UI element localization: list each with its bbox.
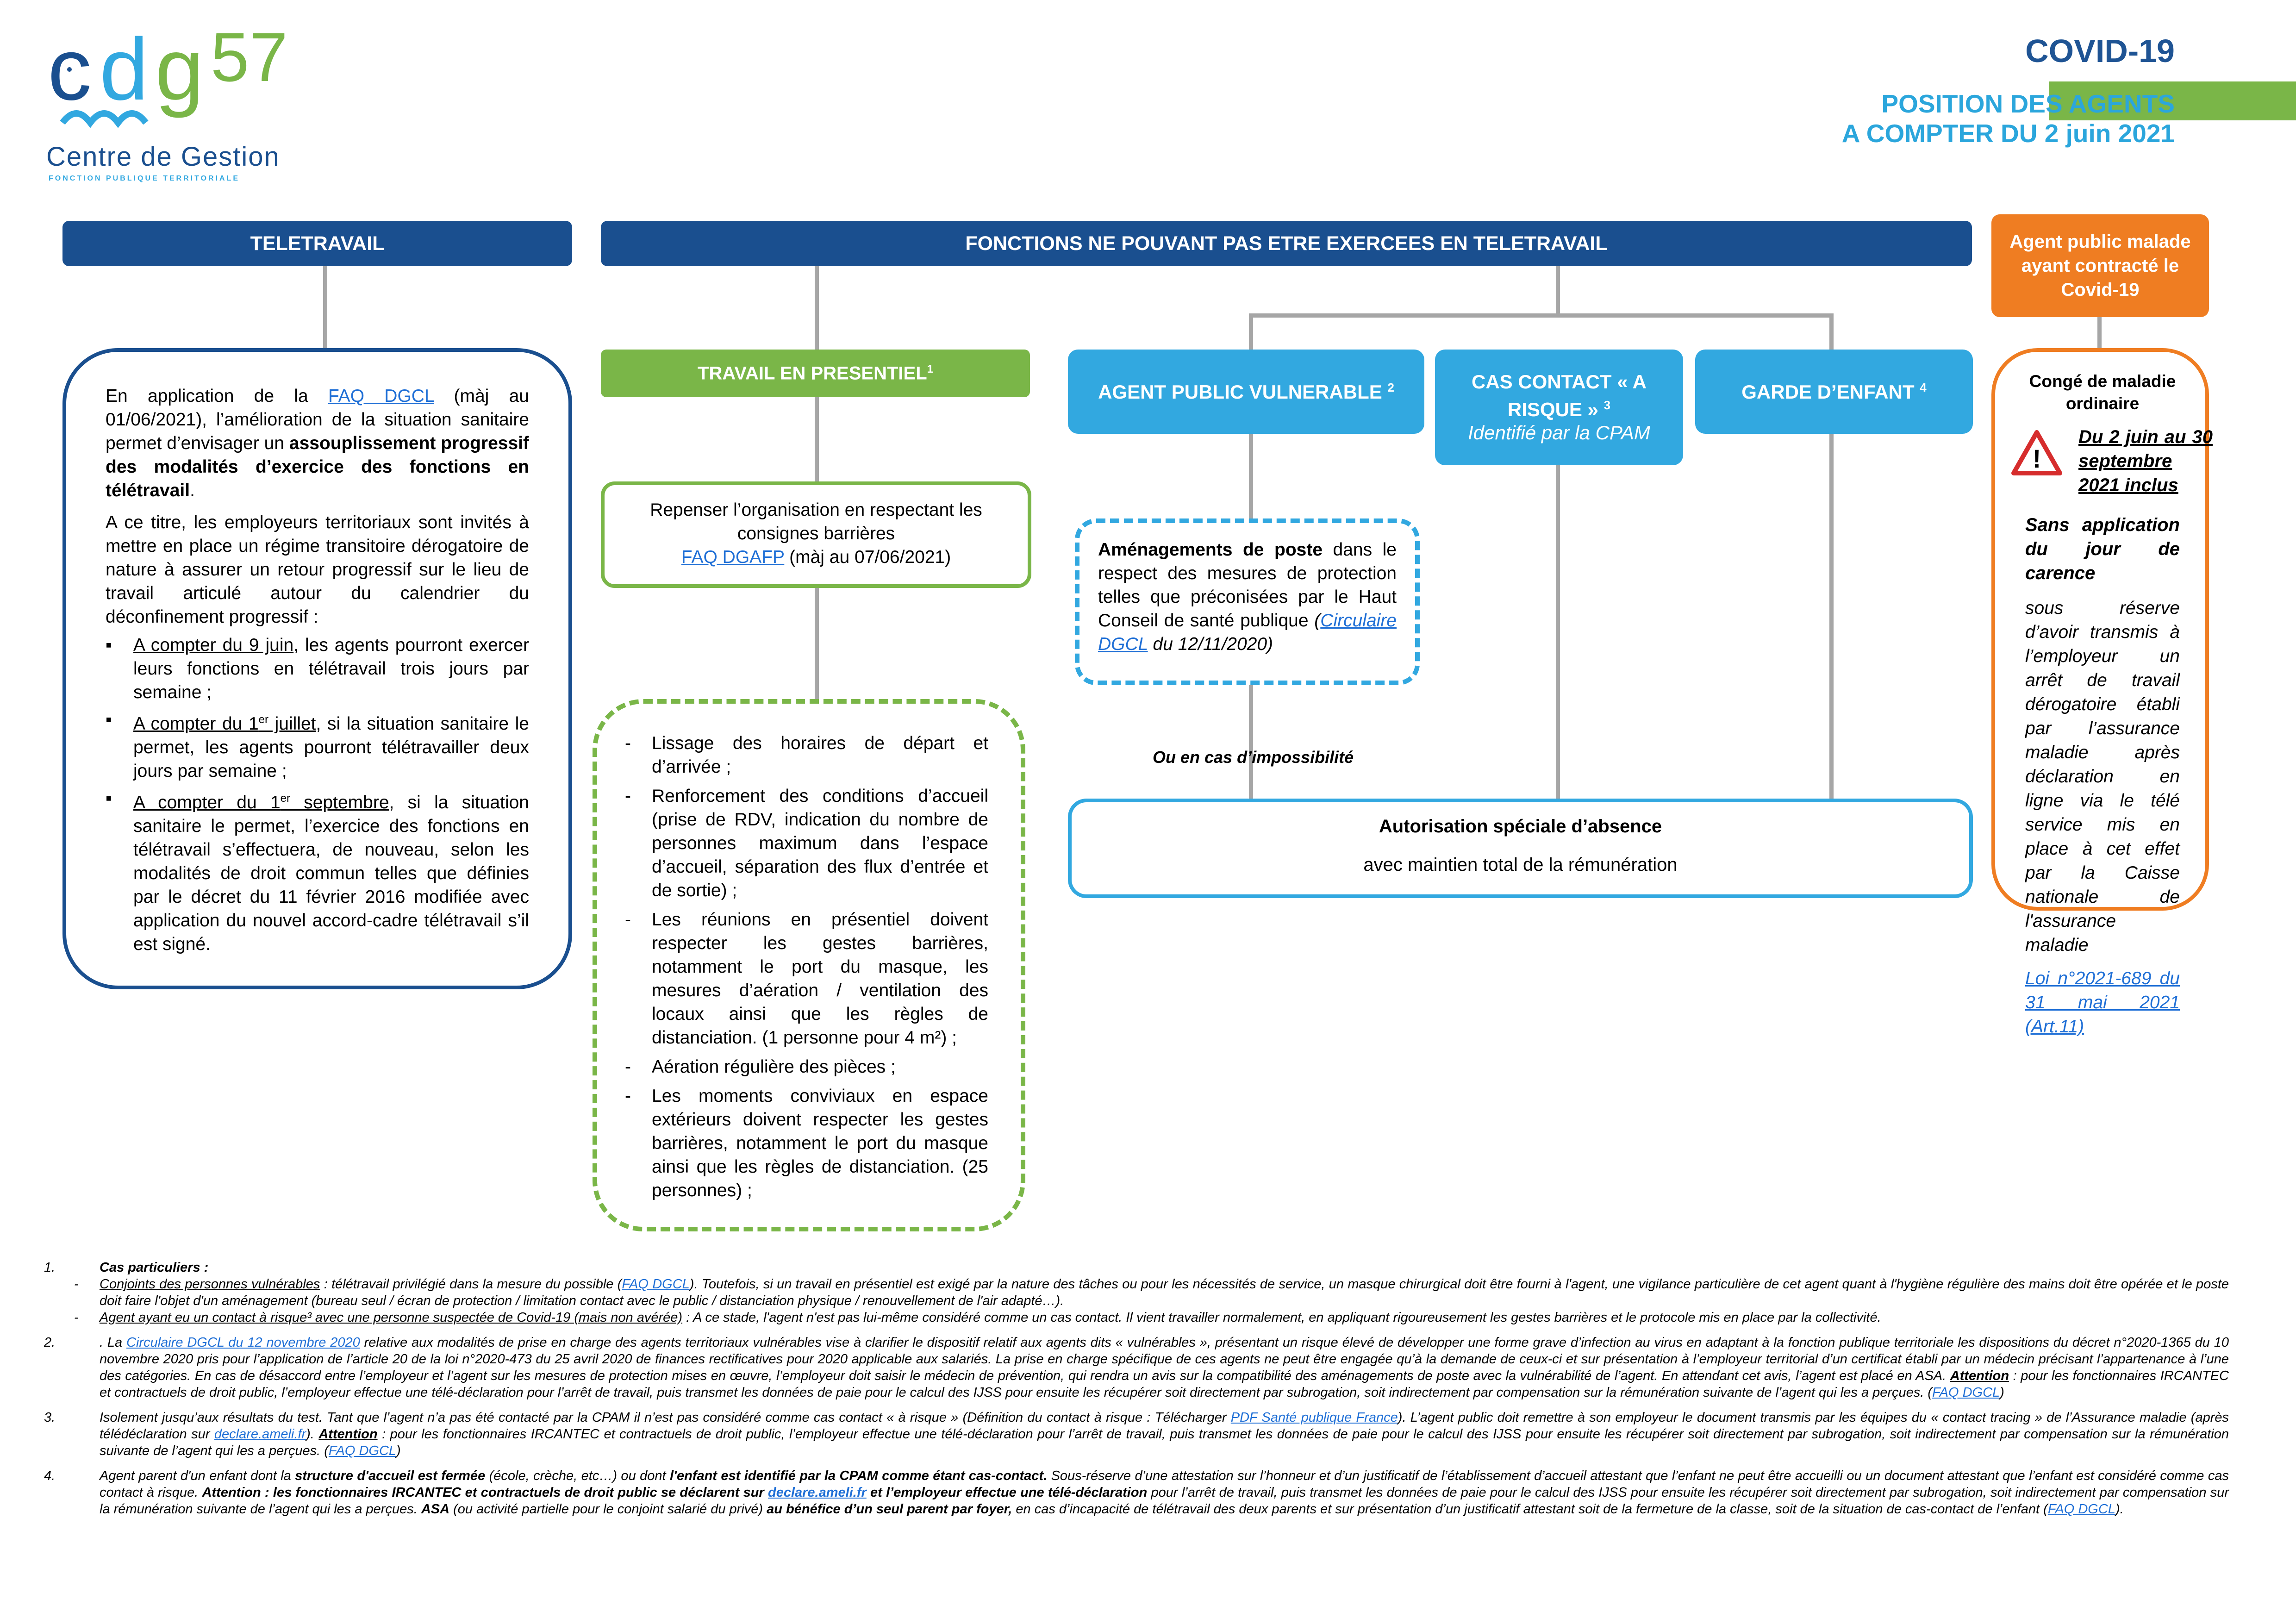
connector <box>1249 433 1253 521</box>
mesures-box <box>593 699 1025 1231</box>
warning-block <box>2025 425 2213 495</box>
conge-box <box>1991 348 2213 1037</box>
list-item: - Les réunions en présentiel doivent respecter les gestes barrières, notamment le port du masque, les mesures d’aération / ventilation des locaux ainsi que les règles de distanciation. (1 personne pour 4 m²) ; <box>625 908 988 1049</box>
footnotes <box>44 1259 2229 1522</box>
impossibilite-label: Ou en cas d’impossibilité <box>1153 748 1354 767</box>
connector <box>1249 313 1834 318</box>
cas-contact-line-2: RISQUE » $^3$ <box>1507 398 1611 420</box>
teletravail-paragraph: A ce titre, les employeurs territoriaux sont invités à mettre en place un régime transitoire dérogatoire de nature à assurer un retour progressif sur le lieu de travail articulé autour du calendrier du déconfinement progressif : <box>106 512 529 627</box>
list-item: ▪ A compter du 9 juin, les agents pourront exercer leurs fonctions en télétravail trois jours par semaine ; <box>106 633 529 704</box>
repenser-line-1: Repenser l’organisation en respectant les <box>650 500 982 520</box>
conge-title: Congé de maladie ordinaire <box>2029 372 2176 413</box>
cas-contact-line-1: CAS CONTACT « A <box>1472 371 1647 393</box>
mesures-list <box>625 731 988 1202</box>
fonctions-header-label: FONCTIONS NE POUVANT PAS ETRE EXERCEES EN TELETRAVAIL <box>965 232 1608 255</box>
teletravail-header-label: TELETRAVAIL <box>250 232 385 255</box>
teletravail-intro: En application de la FAQ DGCL (màj au 01/06/2021), l’amélioration de la situation sanitaire permet d’envisager un assouplissement progressif des modalités d’exercice des fonctions en télétravail. <box>106 386 529 500</box>
repenser-box <box>601 481 1031 588</box>
connector <box>815 396 819 484</box>
logo-tagline: FONCTION PUBLIQUE TERRITORIALE <box>49 175 240 182</box>
ameli-link[interactable]: declare.ameli.fr <box>767 1485 867 1500</box>
garde-enfant-label: GARDE D’ENFANT $^4$ <box>1741 380 1927 403</box>
footnote-4: 4. Agent parent d'un enfant dont la structure d'accueil est fermée (école, crèche, etc…) ou dont l'enfant est identifié par la CPAM comme étant cas-contact. Sous-réserve d’une attestation sur l’honneur et d’un justificatif de l’établissement d’accueil attestant que l’enfant ne peut être accueilli ou un document attestant que l’enfant est considéré comme cas contact à risque. Attention : les fonctionnaires IRCANTEC et contractuels de droit public se déclarent sur declare.ameli.fr et l’employeur effectue une télé-déclaration pour l’arrêt de travail, puis transmet les données de paie pour le calcul des IJSS pour ensuite les récupérer soit directement par subrogation, soit indirectement par compensation sur la rémunération suivante de l’agent qui les a perçues. ASA (ou activité partielle pour le conjoint salarié du privé) au bénéfice d’un seul parent par foyer, en cas d’incapacité de télétravail des deux parents et sur présentation d’un justificatif attestant soit de la fermeture de la classe, soit de la situation de cas-contact de l’enfant (FAQ DGCL). <box>44 1468 2229 1517</box>
logo <box>44 25 322 192</box>
teletravail-header <box>62 221 572 266</box>
position-line-2: A COMPTER DU 2 juin 2021 <box>1841 119 2175 148</box>
connector <box>1556 265 1560 316</box>
list-item: - Renforcement des conditions d’accueil (prise de RDV, indication du nombre de personnes maximum dans l’espace d’accueil, séparation des flux d’entrée et de sortie) ; <box>625 784 988 902</box>
connector <box>1829 433 1834 801</box>
footnote-1a: - Conjoints des personnes vulnérables : télétravail privilégié dans la mesure du possible (FAQ DGCL). Toutefois, si un travail en présentiel est exigé par la nature des tâches ou pour les nécessités de service, un masque chirurgical doit être fourni à l'agent, une vigilance particulière de cet agent quant à l'hygiène régulière des mains doit être opérée et le poste doit faire l'objet d'un aménagement (bureau seul / écran de protection / limitation contact avec le public / distanciation physique / renouvellement de l'air adapté…). <box>74 1277 2229 1308</box>
loi-link[interactable]: Loi n°2021-689 du 31 mai 2021 (Art.11) <box>2025 968 2180 1037</box>
presentiel-header-label: TRAVAIL EN PRESENTIEL$^1$ <box>698 362 933 384</box>
malade-header-line-1: Agent public malade <box>2009 231 2191 252</box>
list-item: - Les moments conviviaux en espace extérieurs doivent respecter les gestes barrières, notamment le port du masque ainsi que les règles de distanciation. (25 personnes) ; <box>625 1084 988 1202</box>
connector <box>1556 465 1560 801</box>
list-item: ▪ A compter du 1er septembre, si la situation sanitaire le permet, l’exercice des fonctions en télétravail s’effectuera, de nouveau, selon les modalités de droit commun telles que définies par le décret du 11 février 2016 modifiée avec application du nouvel accord-cadre télétravail s’il est signé. <box>106 787 529 956</box>
faq-dgcl-link[interactable]: FAQ DGCL <box>2047 1502 2115 1517</box>
connector <box>1829 313 1834 350</box>
connector <box>323 265 327 349</box>
footnote-2: 2. . La Circulaire DGCL du 12 novembre 2020 relative aux modalités de prise en charge des agents territoriaux vulnérables vise à clarifier le dispositif relatif aux agents dits « vulnérables », présentant un risque élevé de développer une forme grave d’infection au virus en adaptant à la fonction publique territoriale les dispositions du décret n°2020-1365 du 10 novembre 2020 pris pour l’application de l’article 20 de la loi n°2020-473 du 25 avril 2020 de finances rectificatives pour 2020 applicable aux salariés. La prise en charge spécifique de ces agents ne peut être engagée qu’à la demande de ceux-ci et sur présentation à l’employeur territorial d’un certificat établi par un médecin précisant l’appartenance à l’une des catégories. En cas de désaccord entre l’employeur et l’agent sur les mesures de protection mises en œuvre, l’employeur doit saisir le médecin de prévention, qui rendra un avis sur la compatibilité des aménagements de poste avec la vulnérabilité de l’agent. En attendant cet avis, l’agent est placé en ASA. Attention : pour les fonctionnaires IRCANTEC et contractuels de droit public, l’employeur effectue une télé-déclaration pour l’arrêt de travail, puis transmet les données de paie pour le calcul des IJSS pour ensuite les récupérer soit directement par subrogation, soit indirectement par compensation sur la rémunération suivante de l’agent qui les a perçues. (FAQ DGCL) <box>44 1335 2229 1400</box>
pdf-sante-link[interactable]: PDF Santé publique France <box>1230 1410 1398 1425</box>
malade-header-line-2: ayant contracté le <box>2021 256 2179 276</box>
list-item: - Aération régulière des pièces ; <box>625 1055 988 1079</box>
asa-title: Autorisation spéciale d’absence <box>1379 816 1662 837</box>
teletravail-box <box>62 348 572 989</box>
conge-carence: Sans application du jour de carence <box>2025 515 2180 583</box>
connector <box>815 265 819 353</box>
malade-header-line-3: Covid-19 <box>2061 280 2140 300</box>
circulaire-dgcl-link[interactable]: Circulaire DGCL <box>1098 611 1397 654</box>
position-title <box>1842 89 2175 148</box>
malade-header <box>1991 214 2209 317</box>
footnote-1b: - Agent ayant eu un contact à risque³ avec une personne suspectée de Covid-19 (mais non avérée) : A ce stade, l'agent n'est pas lui-même considéré comme un cas contact. Il vient travailler normalement, en appliquant rigoureusement les gestes barrières et le protocole mis en place par la collectivité. <box>74 1310 1881 1325</box>
logo-subtitle: Centre de Gestion <box>46 142 280 172</box>
cas-contact-header <box>1435 350 1683 465</box>
connector <box>1249 313 1253 350</box>
covid-title: COVID-19 <box>2025 33 2175 69</box>
svg-text:d: d <box>100 25 149 119</box>
faq-dgafp-link[interactable]: FAQ DGAFP <box>681 547 785 567</box>
teletravail-calendar-list <box>106 633 529 956</box>
svg-text:c: c <box>48 25 92 119</box>
connector <box>1249 685 1253 801</box>
fonctions-header <box>601 221 1972 266</box>
repenser-line-3: FAQ DGAFP (màj au 07/06/2021) <box>681 547 951 567</box>
svg-text:g: g <box>155 25 204 119</box>
svg-text:57: 57 <box>211 25 288 96</box>
circulaire-dgcl-link[interactable]: Circulaire DGCL du 12 novembre 2020 <box>126 1335 360 1350</box>
footnote-1: 1. Cas particuliers : - Conjoints des personnes vulnérables : télétravail privilégié dans la mesure du possible (FAQ DGCL). Toutefois, si un travail en présentiel est exigé par la nature des tâches ou pour les nécessités de service, un masque chirurgical doit être fourni à l'agent, une vigilance particulière de cet agent quant à l'hygiène régulière des mains doit être opérée et le poste doit faire l'objet d'un aménagement (bureau seul / écran de protection / limitation contact avec le public / distanciation physique / renouvellement de l'air adapté…). - Agent ayant eu un contact à risque³ avec une personne suspectée de Covid-19 (mais non avérée) : A ce stade, l'agent n'est pas lui-même considéré comme un cas contact. Il vient travailler normalement, en appliquant rigoureusement les gestes barrières et le protocole mis en place par la collectivité. <box>44 1260 2229 1325</box>
garde-enfant-header <box>1695 350 1973 434</box>
conge-date: Du 2 juin au 30 septembre 2021 inclus <box>2078 427 2213 495</box>
faq-dgcl-link[interactable]: FAQ DGCL <box>622 1277 690 1292</box>
faq-dgcl-link[interactable]: FAQ DGCL <box>328 1443 397 1458</box>
repenser-line-2: consignes barrières <box>737 524 895 543</box>
ameli-link[interactable]: declare.ameli.fr <box>214 1427 306 1442</box>
vulnerable-header <box>1068 350 1424 434</box>
amenagements-box: Aménagements de poste dans le respect des mesures de protection telles que préconisées par le Haut Conseil de santé publique (Circulaire DGCL du 12/11/2020) <box>1075 518 1420 685</box>
list-item: ▪ A compter du 1er juillet, si la situation sanitaire le permet, les agents pourront télétravailler deux jours par semaine ; <box>106 708 529 783</box>
faq-dgcl-link[interactable]: FAQ DGCL <box>1932 1385 2000 1400</box>
connector <box>2097 317 2102 350</box>
position-line-1: POSITION DES AGENTS <box>1881 89 2175 118</box>
faq-dgcl-link[interactable]: FAQ DGCL <box>328 386 434 406</box>
list-item: - Lissage des horaires de départ et d’arrivée ; <box>625 731 988 779</box>
footnote-3: 3. Isolement jusqu’aux résultats du test. Tant que l’agent n’a pas été contacté par la CPAM il n’est pas considéré comme cas contact « à risque » (Définition du contact à risque : Télécharger PDF Santé publique France). L’agent public doit remettre à son employeur le document transmis par les équipes du « contact tracing » de l’Assurance maladie (après télédéclaration sur declare.ameli.fr). Attention : pour les fonctionnaires IRCANTEC et contractuels de droit public, l’employeur effectue une télé-déclaration pour l’arrêt de travail, puis transmet les données de paie pour le calcul des IJSS pour ensuite les récupérer soit directement par subrogation, soit indirectement par compensation sur la rémunération suivante de l’agent qui les a perçues. (FAQ DGCL) <box>44 1410 2229 1458</box>
cas-contact-subtitle: Identifié par la CPAM <box>1468 422 1650 443</box>
conge-reserve: sous réserve d’avoir transmis à l’employeur un arrêt de travail dérogatoire établi par l’assurance maladie après déclaration en ligne via le télé service mis en place à cet effet par la Caisse nationale de l'assurance maladie <box>2025 598 2180 955</box>
svg-text:!: ! <box>2032 444 2041 473</box>
vulnerable-header-label: AGENT PUBLIC VULNERABLE $^2$ <box>1098 380 1394 403</box>
connector <box>815 586 819 701</box>
warning-icon <box>2011 430 2062 476</box>
presentiel-header <box>601 350 1030 397</box>
asa-text: avec maintien total de la rémunération <box>1363 855 1678 875</box>
asa-box <box>1068 799 1973 898</box>
